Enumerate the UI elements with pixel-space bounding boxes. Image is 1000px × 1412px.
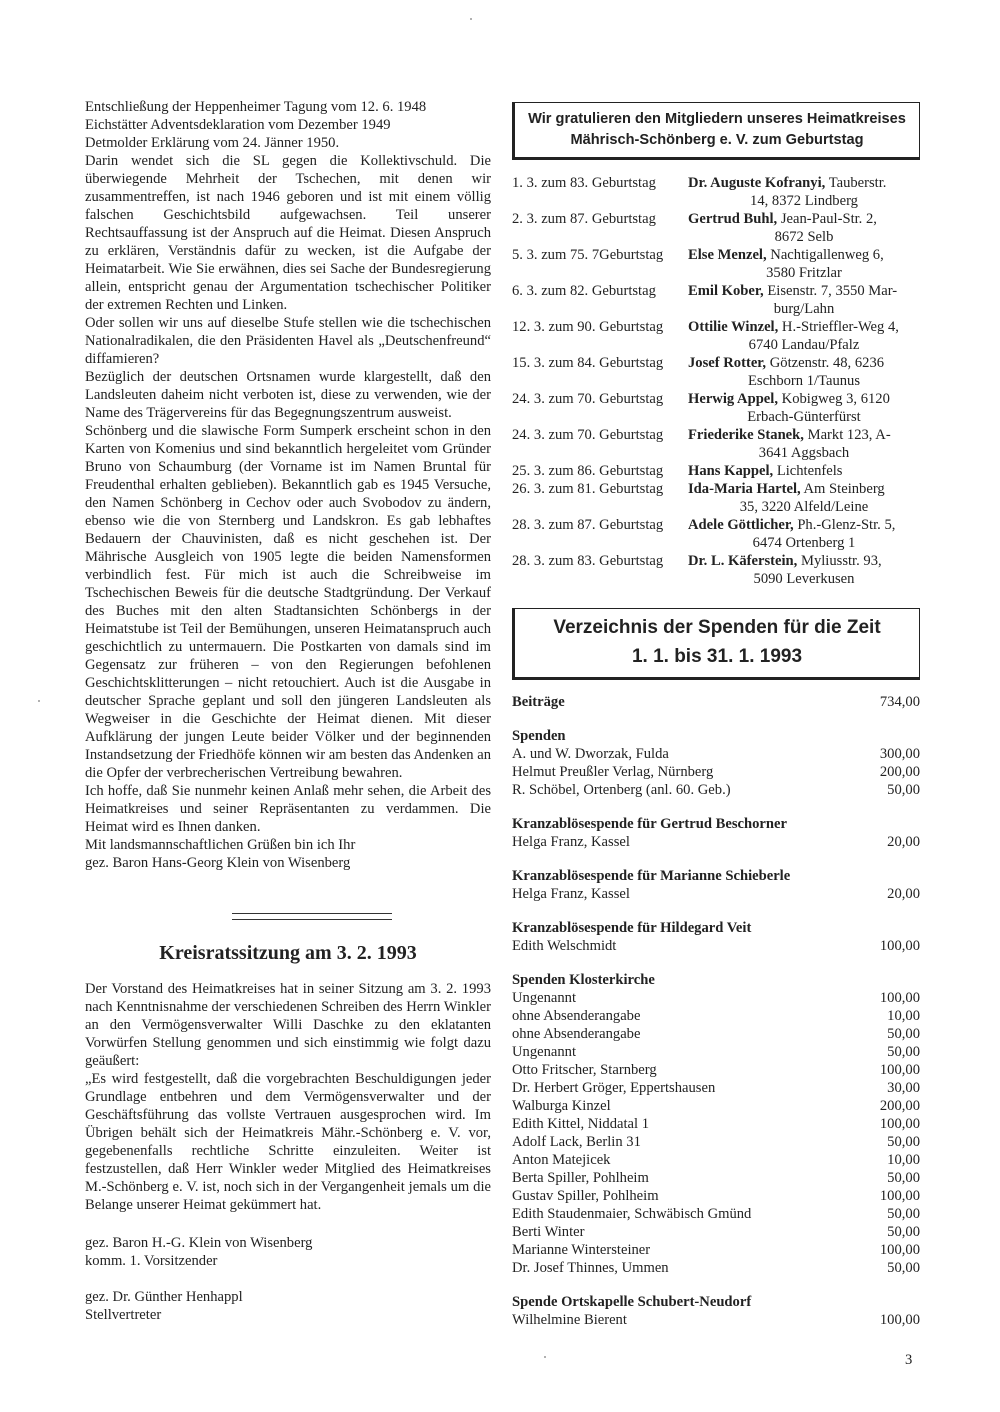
scan-speck [544,1356,546,1358]
kreisrat-heading: Kreisratssitzung am 3. 2. 1993 [159,942,417,964]
donor-name: ohne Absenderangabe [512,1008,641,1024]
letter-paragraph: Darin wendet sich die SL gegen die Kollektivschuld. Die überwiegende Mehrheit der Tschechen, mit denen wir zusammentreffen, ist nach 1946 geboren und ist mit einem völlig falschen Geschichtsbild aufgewachsen. Teil unserer Rechtsauffassung ist der Anspruch auf die Heimat. Diesen Anspruch zu erklären, Verständnis dafür zu wecken, ist die Aufgabe der Heimatarbeit. Wie Sie erwähnen, dies sei Sache der Bundesregierung allein, entspricht genau der Argumentation tschechischer Politiker der extremen Rechten und Linken. [85,153,491,313]
donation-row [512,1007,920,1025]
birthday-address: Tauberstr. [828,175,887,191]
donor-name: Marianne Wintersteiner [512,1242,651,1258]
donation-amount: 50,00 [887,1170,920,1186]
donor-name: Otto Fritscher, Starnberg [512,1062,657,1078]
birthday-date: 24. 3. zum 70. Geburtstag [512,427,664,443]
birthday-box-line: Wir gratulieren den Mitgliedern unseres Heimatkreises [528,111,906,127]
birthday-box-line: Mährisch-Schönberg e. V. zum Geburtstag [570,132,864,148]
donor-name: Helga Franz, Kassel [512,886,630,902]
donation-amount: 100,00 [879,1242,920,1258]
birthday-entry [512,426,920,462]
birthday-entry [512,462,920,480]
donation-row [512,885,920,903]
birthday-address: Jean-Paul-Str. 2, [780,211,877,227]
donations-box-line: Verzeichnis der Spenden für die Zeit [553,617,881,638]
donation-row [512,1241,920,1259]
donation-row [512,1061,920,1079]
donation-row [512,1169,920,1187]
birthday-date: 2. 3. zum 87. Geburtstag [512,211,656,227]
birthday-entry [512,210,920,246]
birthday-address-cont: 3580 Fritzlar [766,265,842,281]
donor-name: Dr. Herbert Gröger, Eppertshausen [512,1080,716,1096]
donation-row [512,1311,920,1329]
donation-row [512,1115,920,1133]
signature-name: gez. Baron H.-G. Klein von Wisenberg [85,1235,313,1251]
scan-speck [470,18,472,20]
birthday-person [688,354,920,390]
birthday-date: 26. 3. zum 81. Geburtstag [512,481,664,497]
signature-role: Stellvertreter [85,1307,162,1323]
birthday-date: 15. 3. zum 84. Geburtstag [512,355,664,371]
donation-amount: 50,00 [887,1224,920,1240]
birthday-name: Else Menzel, [688,247,767,263]
donation-amount: 10,00 [887,1152,920,1168]
donation-row [512,937,920,955]
birthday-entry [512,516,920,552]
letter-line: Entschließung der Heppenheimer Tagung vom 12. 6. 1948 [85,99,427,115]
birthday-person [688,282,920,318]
donor-name: Walburga Kinzel [512,1098,611,1114]
donor-name: ohne Absenderangabe [512,1026,641,1042]
birthday-date: 28. 3. zum 83. Geburtstag [512,553,664,569]
birthday-address-cont: 3641 Aggsbach [758,445,850,461]
birthday-address: Markt 123, A- [807,427,891,443]
donation-amount: 100,00 [879,1062,920,1078]
birthday-address-cont: Erbach-Günterfürst [747,409,861,425]
right-column [512,102,920,1329]
donation-amount: 100,00 [879,938,920,954]
birthday-date: 24. 3. zum 70. Geburtstag [512,391,664,407]
birthday-person [688,552,920,588]
birthday-address-cont: 6474 Ortenberg 1 [752,535,856,551]
donation-row [512,833,920,851]
birthday-list [512,174,920,588]
scan-speck [38,700,40,702]
birthday-address-cont: Eschborn 1/Taunus [747,373,861,389]
letter-line: Eichstätter Adventsdeklaration vom Dezember 1949 [85,117,391,133]
birthday-entry [512,318,920,354]
donation-amount: 50,00 [887,782,920,798]
birthday-person [688,318,920,354]
birthday-date: 28. 3. zum 87. Geburtstag [512,517,664,533]
birthday-address-cont: burg/Lahn [773,301,835,317]
donation-row [512,1079,920,1097]
donation-section-title: Spenden [512,728,566,744]
donation-amount: 100,00 [879,1312,920,1328]
birthday-date: 12. 3. zum 90. Geburtstag [512,319,664,335]
birthday-name: Ida-Maria Hartel, [688,481,801,497]
kreisrat-section [85,980,491,1324]
donor-name: Helga Franz, Kassel [512,834,630,850]
page-number: 3 [905,1352,913,1368]
birthday-person [688,516,920,552]
donation-amount: 30,00 [887,1080,920,1096]
birthday-address-cont: 8672 Selb [774,229,834,245]
donation-row [512,1133,920,1151]
donor-name: Ungenannt [512,990,577,1006]
birthday-address-cont: 5090 Leverkusen [753,571,855,587]
birthday-person [688,390,920,426]
donations-box [512,608,920,680]
birthday-person [688,462,920,480]
donation-amount: 50,00 [887,1044,920,1060]
signature-role: komm. 1. Vorsitzender [85,1253,218,1269]
donor-name: Berti Winter [512,1224,585,1240]
donor-name: Ungenannt [512,1044,577,1060]
donation-row [512,1205,920,1223]
donation-section-title: Spenden Klosterkirche [512,972,655,988]
donation-amount: 300,00 [879,746,920,762]
birthday-address: Lichtenfels [776,463,843,479]
donation-sections [512,727,920,1329]
donation-amount: 50,00 [887,1134,920,1150]
birthday-date: 6. 3. zum 82. Geburtstag [512,283,656,299]
donations-box-line: 1. 1. bis 31. 1. 1993 [631,646,803,667]
donor-name: Helmut Preußler Verlag, Nürnberg [512,764,714,780]
birthday-address: Am Steinberg [803,481,885,497]
donor-name: Wilhelmine Bierent [512,1312,627,1328]
birthday-address: Myliusstr. 93, [800,553,882,569]
donation-row [512,763,920,781]
donation-row [512,745,920,763]
birthday-address: H.-Strieffler-Weg 4, [781,319,899,335]
birthday-address: Ph.-Glenz-Str. 5, [797,517,896,533]
donation-amount: 200,00 [879,764,920,780]
signature-name: gez. Dr. Günther Henhappl [85,1289,243,1305]
beitraege-amount: 734,00 [879,694,920,710]
birthday-name: Hans Kappel, [688,463,774,479]
donation-amount: 100,00 [879,1188,920,1204]
birthday-entry [512,282,920,318]
donation-row [512,1151,920,1169]
birthday-entry [512,552,920,588]
donation-row [512,989,920,1007]
birthday-person [688,210,920,246]
donation-amount: 20,00 [887,834,920,850]
donation-amount: 50,00 [887,1026,920,1042]
donor-name: R. Schöbel, Ortenberg (anl. 60. Geb.) [512,782,731,798]
birthday-name: Herwig Appel, [688,391,778,407]
donor-name: A. und W. Dworzak, Fulda [512,746,669,762]
letter-signature: gez. Baron Hans-Georg Klein von Wisenberg [85,855,351,871]
birthday-address-cont: 35, 3220 Alfeld/Leine [739,499,869,515]
letter-paragraph: Bezüglich der deutschen Ortsnamen wurde klargestellt, daß den Landsleuten daheim nicht verboten ist, diese zu verwenden, wie der Name des Trägervereins für das Begegnungszentrum ausweist. [85,369,491,421]
donation-section-title: Kranzablösespende für Marianne Schieberle [512,868,791,884]
donation-row [512,781,920,799]
section-divider [232,913,392,920]
birthday-name: Dr. Auguste Kofranyi, [688,175,826,191]
donor-name: Edith Welschmidt [512,938,617,954]
birthday-date: 5. 3. zum 75. 7Geburtstag [512,247,664,263]
birthday-entry [512,246,920,282]
donor-name: Adolf Lack, Berlin 31 [512,1134,641,1150]
donation-amount: 200,00 [879,1098,920,1114]
donation-amount: 10,00 [887,1008,920,1024]
donor-name: Berta Spiller, Pohlheim [512,1170,649,1186]
letter-column [85,98,491,872]
donation-row [512,1025,920,1043]
birthday-entry [512,354,920,390]
birthday-address: Kobigweg 3, 6120 [781,391,890,407]
donation-amount: 100,00 [879,1116,920,1132]
beitraege-row [512,693,920,711]
birthday-entry [512,390,920,426]
donation-row [512,1187,920,1205]
birthday-address-cont: 14, 8372 Lindberg [750,193,858,209]
donation-amount: 20,00 [887,886,920,902]
letter-paragraph: Schönberg und die slawische Form Sumperk erscheint schon in den Karten von Komenius und sind bekanntlich hergeleitet vom Gründer Bruno von Schaumburg (der Vorname ist im Namen Bruntal für Freudenthal erhalten geblieben). Bekanntlich gab es 1945 Versuche, den Namen Schönberg in Cechov oder auch Svobodov zu ändern, ebenso wie die von Sternberg und Landskron. Es gab lebhaftes Bedauern der Chauvinisten, daß es nicht geschehen ist. Der Mährische Ausgleich von 1905 legte die beiden Namensformen verbindlich fest. Für mich ist auch die Schreibweise im Tschechischen Beweis für die deutsche Stadtgründung. Der Verkauf des Buches mit den alten Stadtansichten Schönbergs in der Heimatstube ist Teil der Bemühungen, unseren Heimatanspruch auch geschichtlich zu untermauern. Die Postkarten von damals sind im Gegensatz zur früheren – von den Regierungen befohlenen Geschichtsklitterungen – nicht retouchiert. Auch ist die Ausgabe in deutscher Sprache geplant und soll den jüngeren Landsleuten als Wegweiser in die Geschichte der Heimat dienen. Mit dieser Aufklärung der jungen Leute beider Völker und der beginnenden Instandsetzung der Friedhöfe können wir am besten das Andenken an die Opfer der verbrecherischen Vertreibung bewahren. [85,423,491,781]
birthday-address: Eisenstr. 7, 3550 Mar- [767,283,898,299]
donation-section-title: Spende Ortskapelle Schubert-Neudorf [512,1294,752,1310]
donation-row [512,1043,920,1061]
birthday-name: Gertrud Buhl, [688,211,778,227]
donation-amount: 50,00 [887,1206,920,1222]
birthday-address-cont: 6740 Landau/Pfalz [748,337,860,353]
donation-row [512,1223,920,1241]
letter-paragraph: Oder sollen wir uns auf dieselbe Stufe stellen wie die tschechischen Nationalradikalen, die den Präsidenten Havel als „Deutschenfreund“ diffamieren? [85,315,491,367]
beitraege-label: Beiträge [512,694,565,710]
birthday-name: Friederike Stanek, [688,427,804,443]
donor-name: Edith Staudenmaier, Schwäbisch Gmünd [512,1206,752,1222]
donor-name: Anton Matejicek [512,1152,611,1168]
birthday-date: 1. 3. zum 83. Geburtstag [512,175,656,191]
letter-paragraph: Ich hoffe, daß Sie nunmehr keinen Anlaß mehr sehen, die Arbeit des Heimatkreises und seiner Repräsentanten zu verdammen. Die Heimat wird es Ihnen danken. [85,783,491,835]
birthday-entry [512,174,920,210]
birthday-name: Emil Kober, [688,283,764,299]
donation-amount: 100,00 [879,990,920,1006]
letter-closing: Mit landsmannschaftlichen Grüßen bin ich Ihr [85,837,356,853]
donation-amount: 50,00 [887,1260,920,1276]
birthday-name: Ottilie Winzel, [688,319,779,335]
donor-name: Dr. Josef Thinnes, Ummen [512,1260,669,1276]
donation-section-title: Kranzablösespende für Hildegard Veit [512,920,752,936]
birthday-person [688,426,920,462]
birthday-box [512,102,920,160]
birthday-person [688,246,920,282]
letter-line: Detmolder Erklärung vom 24. Jänner 1950. [85,135,340,151]
donor-name: Gustav Spiller, Pohlheim [512,1188,659,1204]
birthday-date: 25. 3. zum 86. Geburtstag [512,463,664,479]
birthday-person [688,480,920,516]
birthday-address: Götzenstr. 48, 6236 [769,355,885,371]
donation-row [512,1259,920,1277]
birthday-entry [512,480,920,516]
donation-section-title: Kranzablösespende für Gertrud Beschorner [512,816,787,832]
kreisrat-paragraph: Der Vorstand des Heimatkreises hat in seiner Sitzung am 3. 2. 1993 nach Kenntnisnahme der verschiedenen Schreiben des Herrn Winkler an den Vermögensverwalter Willi Daschke zu den eklatanten Vorwürfen Stellung genommen und sich einstimmig wie folgt dazu geäußert: [85,981,491,1069]
donation-row [512,1097,920,1115]
birthday-name: Josef Rotter, [688,355,767,371]
birthday-address: Nachtigallenweg 6, [770,247,884,263]
birthday-name: Adele Göttlicher, [688,517,794,533]
kreisrat-paragraph: „Es wird festgestellt, daß die vorgebrachten Beschuldigungen jeder Grundlage entbehren und dem Vermögensverwalter und der Geschäftsführung das vollste Vertrauen ausgesprochen wird. Im Übrigen behält sich der Heimatkreis Mähr.-Schönberg e. V. vor, gegebenenfalls rechtliche Schritte einzuleiten. Weiter ist festzustellen, daß Herr Winkler weder Mitglied des Heimatkreises M.-Schönberg e. V. ist, noch sich in der Vergangenheit jemals um die Belange unserer Heimat gekümmert hat. [85,1071,491,1213]
donor-name: Edith Kittel, Niddatal 1 [512,1116,649,1132]
birthday-person [688,174,920,210]
birthday-name: Dr. L. Käferstein, [688,553,798,569]
